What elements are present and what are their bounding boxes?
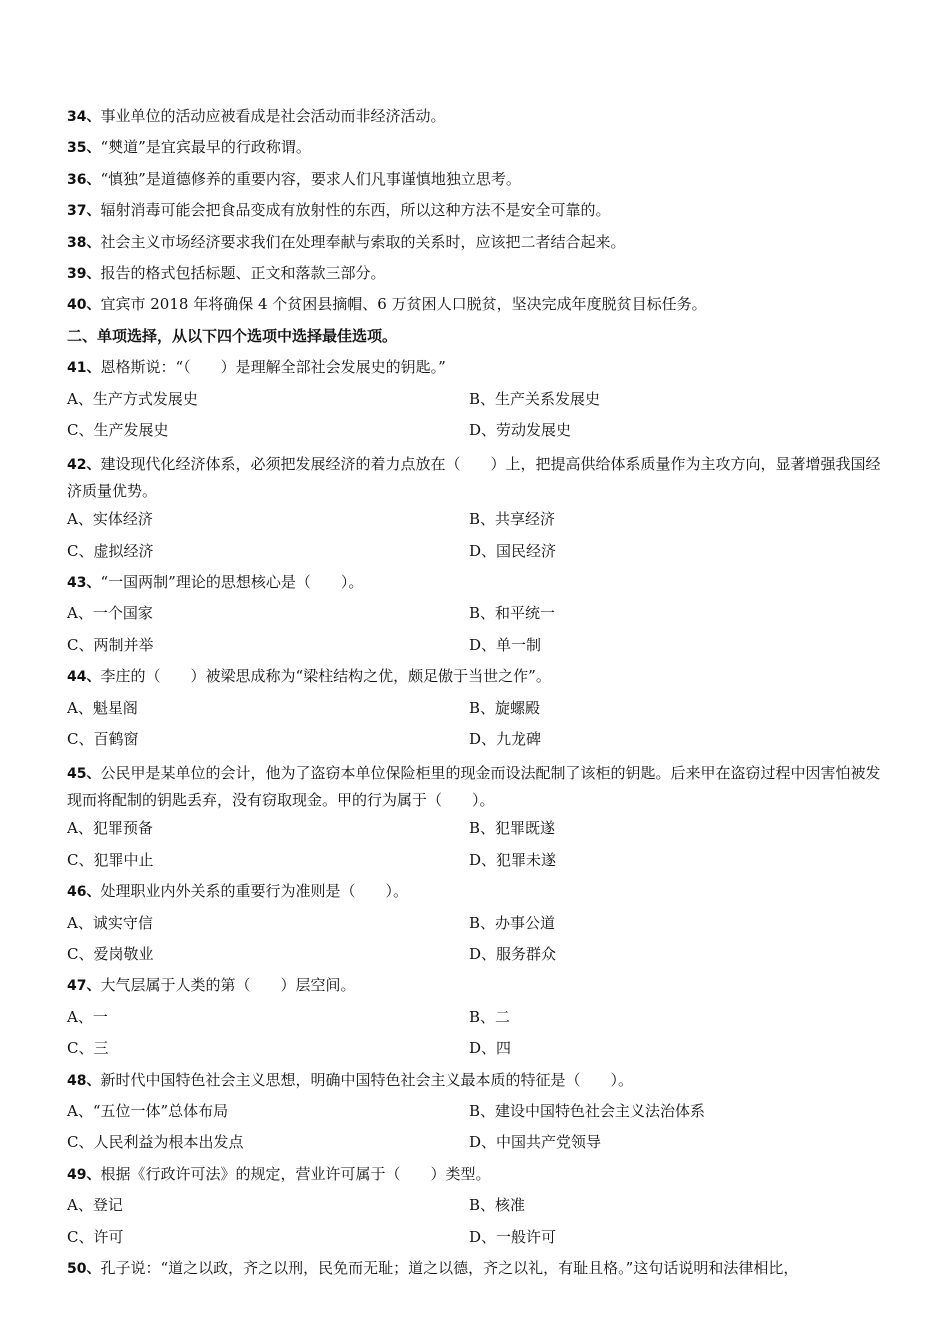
option-c: C、爱岗敬业: [67, 944, 154, 963]
option-b: B、核准: [469, 1196, 526, 1215]
option-c: C、许可: [67, 1227, 124, 1246]
options-42-row1: [67, 509, 887, 529]
option-b: B、生产关系发展史: [469, 389, 601, 408]
option-d: D、服务群众: [469, 944, 557, 963]
options-45-row2: [67, 850, 887, 870]
option-c: C、虚拟经济: [67, 541, 154, 560]
section-heading: 二、单项选择，从以下四个选项中选择最佳选项。: [67, 326, 398, 345]
options-48-row2: [67, 1132, 887, 1152]
option-b: B、建设中国特色社会主义法治体系: [469, 1101, 706, 1120]
options-43-row2: [67, 635, 887, 655]
question-44: 44、李庄的（ ）被梁思成称为“梁柱结构之优，颇足傲于当世之作”。: [67, 667, 551, 686]
options-47-row2: [67, 1038, 887, 1058]
question-48: 48、新时代中国特色社会主义思想，明确中国特色社会主义最本质的特征是（ ）。: [67, 1070, 633, 1089]
statement-36: 36、“慎独”是道德修养的重要内容，要求人们凡事谨慎地独立思考。: [67, 169, 521, 188]
option-b: B、共享经济: [469, 510, 556, 529]
statement-37: 37、辐射消毒可能会把食品变成有放射性的东西，所以这种方法不是安全可靠的。: [67, 201, 611, 220]
option-a: A、“五位一体”总体布局: [67, 1101, 229, 1120]
option-c: C、百鹤窗: [67, 730, 139, 749]
options-49-row2: [67, 1227, 887, 1247]
option-a: A、生产方式发展史: [67, 389, 198, 408]
option-b: B、二: [469, 1007, 511, 1026]
question-42: 42、建设现代化经济体系，必须把发展经济的着力点放在（ ）上，把提高供给体系质量作为主攻方向，显著增强我国经济质量优势。: [67, 455, 881, 501]
options-42-row2: [67, 541, 887, 561]
option-a: A、登记: [67, 1196, 123, 1215]
option-b: B、办事公道: [469, 913, 556, 932]
options-44-row2: [67, 729, 887, 749]
options-48-row1: [67, 1101, 887, 1121]
option-d: D、单一制: [469, 635, 542, 654]
question-47: 47、大气层属于人类的第（ ）层空间。: [67, 976, 356, 995]
option-d: D、犯罪未遂: [469, 850, 557, 869]
question-45: 45、公民甲是某单位的会计，他为了盗窃本单位保险柜里的现金而设法配制了该柜的钥匙。后来甲在盗窃过程中因害怕被发现而将配制的钥匙丢弃，没有窃取现金。甲的行为属于（ ）。: [67, 764, 881, 810]
statement-34: 34、事业单位的活动应被看成是社会活动而非经济活动。: [67, 107, 446, 125]
options-47-row1: [67, 1007, 887, 1027]
option-a: A、一个国家: [67, 604, 153, 623]
question-50: 50、孔子说：“道之以政，齐之以刑，民免而无耻；道之以德，齐之以礼，有耻且格。”这句话说明和法律相比，: [67, 1258, 799, 1277]
options-43-row1: [67, 603, 887, 623]
statement-39: 39、报告的格式包括标题、正文和落款三部分。: [67, 263, 386, 282]
option-c: C、生产发展史: [67, 420, 169, 439]
option-c: C、人民利益为根本出发点: [67, 1133, 244, 1152]
options-46-row2: [67, 944, 887, 964]
options-41-row1: [67, 389, 887, 409]
option-b: B、旋螺殿: [469, 698, 541, 717]
options-49-row1: [67, 1195, 887, 1215]
option-d: D、国民经济: [469, 541, 557, 560]
option-b: B、犯罪既遂: [469, 819, 556, 838]
question-41: 41、恩格斯说：“（ ）是理解全部社会发展史的钥匙。”: [67, 358, 446, 377]
option-a: A、一: [67, 1007, 108, 1026]
options-46-row1: [67, 913, 887, 933]
options-45-row1: [67, 818, 887, 838]
options-44-row1: [67, 698, 887, 718]
option-c: C、两制并举: [67, 635, 154, 654]
statement-35: 35、“僰道”是宜宾最早的行政称谓。: [67, 138, 311, 157]
question-46: 46、处理职业内外关系的重要行为准则是（ ）。: [67, 882, 408, 901]
option-a: A、魁星阁: [67, 698, 138, 717]
option-a: A、实体经济: [67, 510, 153, 529]
option-d: D、一般许可: [469, 1227, 557, 1246]
option-d: D、九龙碑: [469, 730, 542, 749]
option-d: D、劳动发展史: [469, 420, 572, 439]
question-49: 49、根据《行政许可法》的规定，营业许可属于（ ）类型。: [67, 1164, 491, 1183]
option-a: A、犯罪预备: [67, 819, 153, 838]
option-b: B、和平统一: [469, 604, 556, 623]
option-d: D、四: [469, 1039, 512, 1058]
option-a: A、诚实守信: [67, 913, 153, 932]
option-d: D、中国共产党领导: [469, 1133, 602, 1152]
option-c: C、犯罪中止: [67, 850, 154, 869]
statement-38: 38、社会主义市场经济要求我们在处理奉献与索取的关系时，应该把二者结合起来。: [67, 232, 626, 251]
option-c: C、三: [67, 1039, 109, 1058]
statement-40: 40、宜宾市 2018 年将确保 4 个贫困县摘帽、6 万贫困人口脱贫，坚决完成年度脱贫目标任务。: [67, 295, 707, 314]
question-43: 43、“一国两制”理论的思想核心是（ ）。: [67, 573, 364, 592]
options-41-row2: [67, 420, 887, 440]
document-page: [67, 106, 887, 1289]
